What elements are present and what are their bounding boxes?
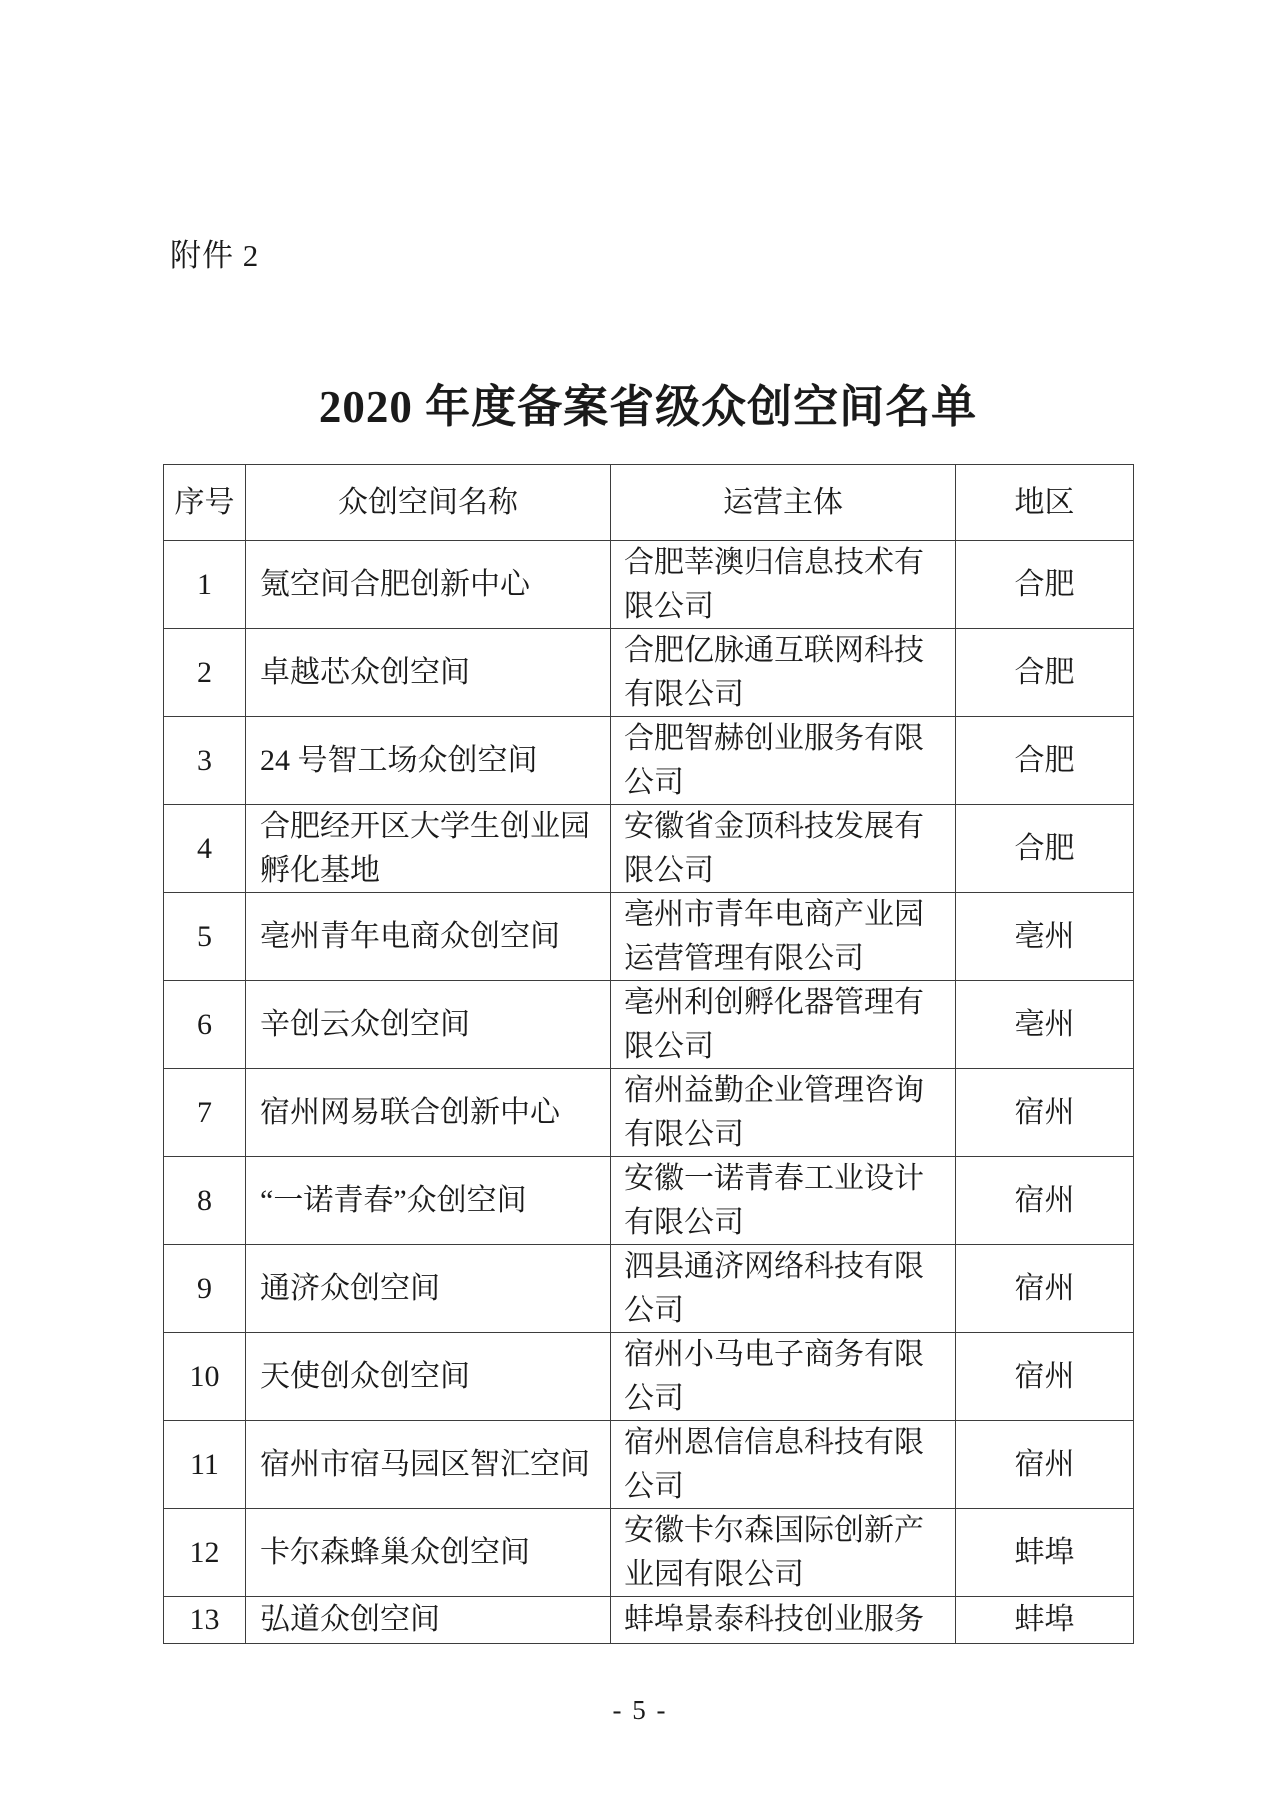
page-title: 2020 年度备案省级众创空间名单 (318, 382, 978, 432)
cell-serial-number: 11 (164, 1421, 246, 1509)
cell-operator: 亳州利创孵化器管理有限公司 (611, 981, 956, 1069)
cell-operator: 亳州市青年电商产业园运营管理有限公司 (611, 893, 956, 981)
table-row (164, 1245, 1134, 1333)
cell-serial-number: 2 (164, 629, 246, 717)
page-number: - 5 - (612, 1695, 668, 1725)
table-row (164, 1421, 1134, 1509)
cell-space-name: 氪空间合肥创新中心 (246, 541, 611, 629)
cell-serial-number: 1 (164, 541, 246, 629)
maker-space-table (163, 464, 1134, 1644)
cell-operator: 泗县通济网络科技有限公司 (611, 1245, 956, 1333)
header-operator: 运营主体 (611, 465, 956, 541)
table-row (164, 541, 1134, 629)
cell-space-name: 24 号智工场众创空间 (246, 717, 611, 805)
cell-operator: 宿州恩信信息科技有限公司 (611, 1421, 956, 1509)
cell-serial-number: 8 (164, 1157, 246, 1245)
cell-operator: 合肥亿脉通互联网科技有限公司 (611, 629, 956, 717)
cell-region: 合肥 (956, 541, 1134, 629)
cell-serial-number: 3 (164, 717, 246, 805)
table-row (164, 1157, 1134, 1245)
cell-space-name: “一诺青春”众创空间 (246, 1157, 611, 1245)
cell-region: 合肥 (956, 805, 1134, 893)
cell-region: 合肥 (956, 629, 1134, 717)
cell-region: 亳州 (956, 981, 1134, 1069)
cell-operator: 安徽省金顶科技发展有限公司 (611, 805, 956, 893)
cell-serial-number: 5 (164, 893, 246, 981)
cell-serial-number: 9 (164, 1245, 246, 1333)
table-row (164, 893, 1134, 981)
cell-operator: 宿州小马电子商务有限公司 (611, 1333, 956, 1421)
cell-serial-number: 10 (164, 1333, 246, 1421)
cell-operator: 合肥莘澳归信息技术有限公司 (611, 541, 956, 629)
cell-region: 宿州 (956, 1157, 1134, 1245)
table-body (164, 541, 1134, 1644)
cell-region: 蚌埠 (956, 1597, 1134, 1644)
cell-operator: 宿州益勤企业管理咨询有限公司 (611, 1069, 956, 1157)
table-header (164, 465, 1134, 541)
cell-space-name: 亳州青年电商众创空间 (246, 893, 611, 981)
cell-operator: 安徽卡尔森国际创新产业园有限公司 (611, 1509, 956, 1597)
header-serial-number: 序号 (164, 465, 246, 541)
cell-space-name: 天使创众创空间 (246, 1333, 611, 1421)
table-row (164, 805, 1134, 893)
cell-space-name: 弘道众创空间 (246, 1597, 611, 1644)
cell-serial-number: 7 (164, 1069, 246, 1157)
cell-region: 宿州 (956, 1245, 1134, 1333)
cell-space-name: 通济众创空间 (246, 1245, 611, 1333)
cell-serial-number: 6 (164, 981, 246, 1069)
table-row (164, 717, 1134, 805)
cell-region: 宿州 (956, 1421, 1134, 1509)
cell-space-name: 辛创云众创空间 (246, 981, 611, 1069)
table-row (164, 1069, 1134, 1157)
cell-serial-number: 4 (164, 805, 246, 893)
header-space-name: 众创空间名称 (246, 465, 611, 541)
table-row (164, 981, 1134, 1069)
header-region: 地区 (956, 465, 1134, 541)
cell-space-name: 合肥经开区大学生创业园孵化基地 (246, 805, 611, 893)
cell-operator: 安徽一诺青春工业设计有限公司 (611, 1157, 956, 1245)
attachment-label: 附件 2 (170, 238, 260, 273)
cell-space-name: 卡尔森蜂巢众创空间 (246, 1509, 611, 1597)
table-row (164, 1509, 1134, 1597)
cell-space-name: 宿州网易联合创新中心 (246, 1069, 611, 1157)
cell-region: 合肥 (956, 717, 1134, 805)
cell-space-name: 卓越芯众创空间 (246, 629, 611, 717)
cell-region: 蚌埠 (956, 1509, 1134, 1597)
cell-serial-number: 12 (164, 1509, 246, 1597)
cell-serial-number: 13 (164, 1597, 246, 1644)
cell-region: 宿州 (956, 1069, 1134, 1157)
cell-operator: 蚌埠景泰科技创业服务 (611, 1597, 956, 1644)
table-row (164, 1333, 1134, 1421)
table-header-row (164, 465, 1134, 541)
table-row (164, 629, 1134, 717)
cell-operator: 合肥智赫创业服务有限公司 (611, 717, 956, 805)
cell-space-name: 宿州市宿马园区智汇空间 (246, 1421, 611, 1509)
table-row (164, 1597, 1134, 1644)
cell-region: 宿州 (956, 1333, 1134, 1421)
cell-region: 亳州 (956, 893, 1134, 981)
